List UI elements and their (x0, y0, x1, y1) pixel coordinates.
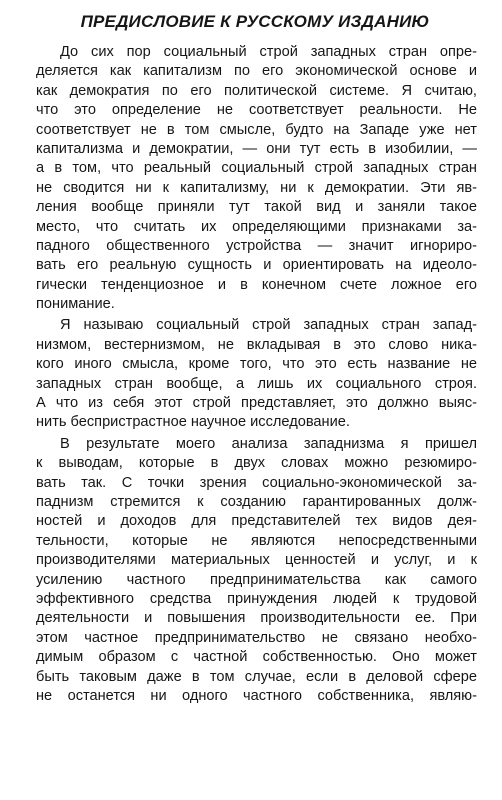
text-line: капитализма и демократии, — они тут есть в изобилии, — (36, 140, 477, 157)
text-line: западных стран вообще, а лишь их социального строя. (36, 375, 477, 392)
text-line: производителями материальных ценностей и услуг, и к (36, 552, 477, 569)
text-line: место, что считать их определяющими признаками за- (36, 218, 477, 235)
text-line: понимание. (36, 296, 115, 313)
paragraph (36, 316, 477, 432)
text-line: не сводится ни к капитализму, ни к демократии. Эти яв- (36, 179, 477, 196)
text-line: В результате моего анализа западнизма я пришел (60, 435, 477, 452)
text-line: усилению частного предпринимательства как самого (36, 571, 477, 588)
text-line: вать его реальную сущность и ориентировать на идеоло- (36, 257, 477, 274)
text-line: не останется ни одного частного собственника, являю- (36, 687, 477, 704)
text-line: деятельности и повышения производительности ее. При (36, 610, 477, 627)
text-line: низмом, вестернизмом, не вкладывая в это слово ника- (36, 336, 477, 353)
text-line: паднизм стремится к созданию гарантированных долж- (36, 493, 477, 510)
chapter-heading: ПРЕДИСЛОВИЕ К РУССКОМУ ИЗДАНИЮ (80, 12, 430, 31)
text-line: как демократия по его политической системе. Я считаю, (36, 82, 477, 99)
text-line: нить беспристрастное научное исследование. (36, 414, 350, 431)
text-line: тельности, которые не являются непосредственными (36, 532, 477, 549)
text-line: эффективного средства принуждения людей к трудовой (36, 590, 477, 607)
text-line: падного общественного устройства — значит игнориро- (36, 237, 477, 254)
body-text (36, 43, 477, 708)
text-line: деляется как капитализм по его экономической основе и (36, 63, 477, 80)
text-line: а в том, что реальный социальный строй западных стран (36, 160, 477, 177)
text-line: гически тенденциозное и в конечном счете ложное его (36, 276, 477, 293)
text-line: димым образом с частной собственностью. Оно может (36, 649, 477, 666)
text-line: быть таковым даже в том случае, если в деловой сфере (36, 668, 477, 685)
text-line: вать так. С точки зрения социально-экономической за- (36, 474, 477, 491)
text-line: к выводам, которые в двух словах можно резюмиро- (36, 455, 477, 472)
paragraph (36, 435, 477, 706)
text-line: ностей и доходов для представителей тех видов дея- (36, 513, 477, 530)
paragraph (36, 43, 477, 314)
text-line: кого иного смысла, кроме того, что это есть название не (36, 356, 477, 373)
text-line: А что из себя этот строй представляет, это должно выяс- (36, 395, 477, 412)
text-line: соответствует не в том смысле, будто на Западе уже нет (36, 121, 477, 138)
text-line: что это определение не соответствует реальности. Не (36, 102, 477, 119)
text-line: этом частное предпринимательство не связано необхо- (36, 629, 477, 646)
text-line: До сих пор социальный строй западных стран опре- (60, 44, 477, 60)
text-line: ления вообще приняли тут такой вид и заняли такое (36, 199, 477, 216)
text-line: Я называю социальный строй западных стран запад- (60, 317, 477, 334)
